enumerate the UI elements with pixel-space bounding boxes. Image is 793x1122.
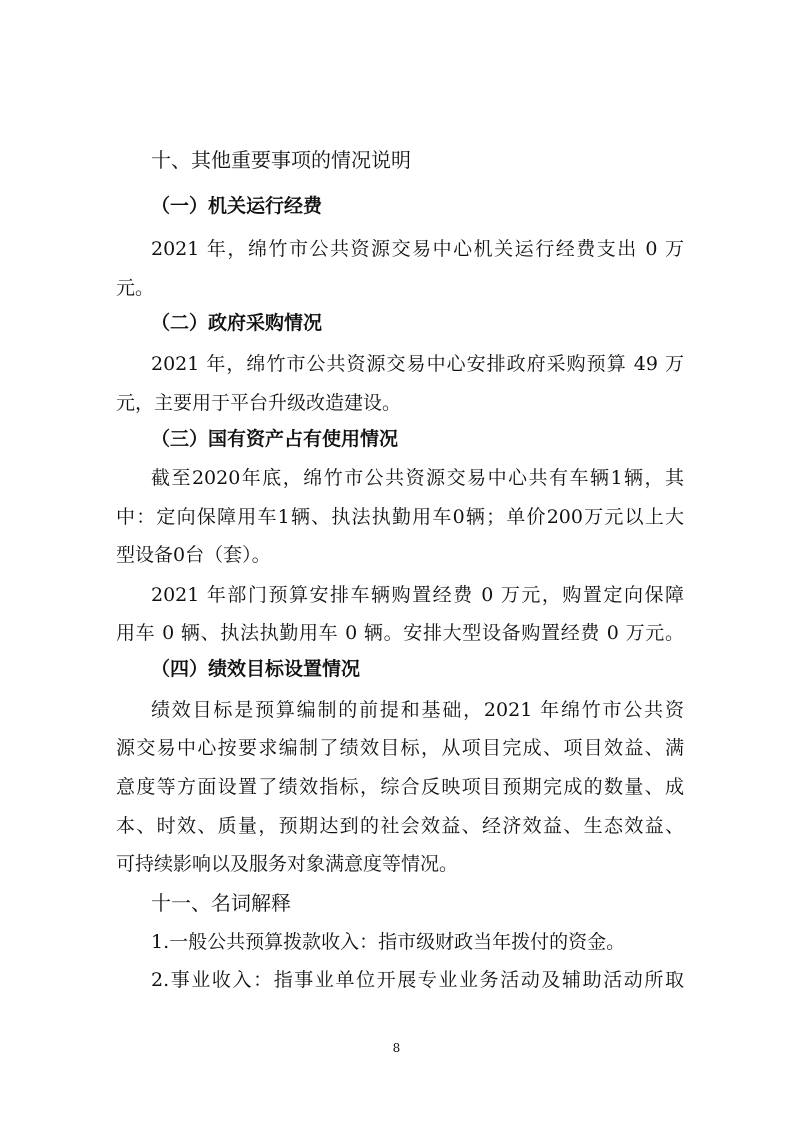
subsection-1-heading: （一）机关运行经费 xyxy=(151,195,323,217)
section-11-heading: 十一、名词解释 xyxy=(151,891,291,915)
definition-item: 2.事业收入：指事业单位开展专业业务活动及辅助活动所取 xyxy=(151,969,684,991)
paragraph-line: 元，主要用于平台升级改造建设。 xyxy=(116,392,402,414)
paragraph-line: 用车 0 辆、执法执勤用车 0 辆。安排大型设备购置经费 0 万元。 xyxy=(116,622,684,644)
paragraph-line: 2021 年，绵竹市公共资源交易中心安排政府采购预算 49 万 xyxy=(151,353,684,375)
subsection-2-heading: （二）政府采购情况 xyxy=(151,312,323,334)
subsection-3-heading: （三）国有资产占有使用情况 xyxy=(151,428,399,450)
page-number: 8 xyxy=(392,1041,401,1055)
paragraph-line: 绩效目标是预算编制的前提和基础，2021 年绵竹市公共资 xyxy=(151,699,684,721)
definition-item: 1.一般公共预算拨款收入：指市级财政当年拨付的资金。 xyxy=(151,931,626,953)
paragraph-line: 意度等方面设置了绩效指标，综合反映项目预期完成的数量、成 xyxy=(116,776,684,798)
paragraph-line: 本、时效、质量，预期达到的社会效益、经济效益、生态效益、 xyxy=(116,815,684,837)
paragraph-line: 2021 年，绵竹市公共资源交易中心机关运行经费支出 0 万 xyxy=(151,238,684,260)
paragraph-line: 截至2020年底，绵竹市公共资源交易中心共有车辆1辆，其 xyxy=(151,467,684,489)
paragraph-line: 元。 xyxy=(116,277,155,299)
section-10-heading: 十、其他重要事项的情况说明 xyxy=(151,148,411,172)
paragraph-line: 可持续影响以及服务对象满意度等情况。 xyxy=(116,853,459,875)
paragraph-line: 源交易中心按要求编制了绩效目标，从项目完成、项目效益、满 xyxy=(116,737,684,759)
subsection-4-heading: （四）绩效目标设置情况 xyxy=(151,658,361,680)
paragraph-line: 中：定向保障用车1辆、执法执勤用车0辆；单价200万元以上大 xyxy=(116,506,684,528)
paragraph-line: 2021 年部门预算安排车辆购置经费 0 万元，购置定向保障 xyxy=(151,584,684,606)
paragraph-line: 型设备0台（套）。 xyxy=(116,544,271,566)
